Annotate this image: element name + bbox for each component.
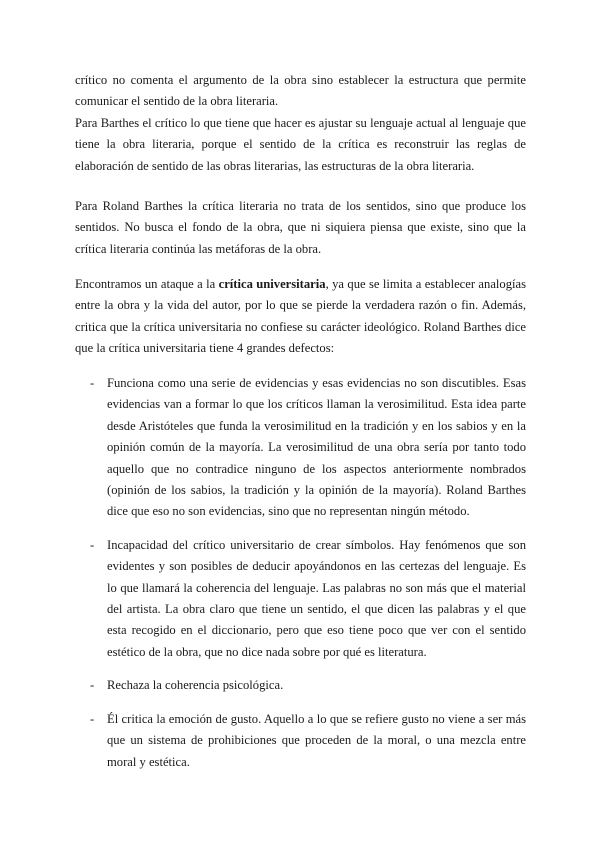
list-item bbox=[90, 675, 526, 696]
paragraph-3-rest: , ya que se limita a establecer analogías entre la obra y la vida del autor, por lo que se pierde la verdadera razón o fin. Además, critica que la crítica universitaria no confiese su carácter ideológico. Roland Barthes dice que la crítica universitaria tiene 4 grandes defectos: bbox=[75, 277, 526, 356]
paragraph-3-text bbox=[75, 274, 526, 360]
paragraph-1-continuation: crítico no comenta el argumento de la obra sino establecer la estructura que permite comunicar el sentido de la obra literaria. bbox=[75, 73, 526, 109]
list-item-text: Él critica la emoción de gusto. Aquello a lo que se refiere gusto no viene a ser más que un sistema de prohibiciones que proceden de la moral, o una mezcla entre moral y estética. bbox=[107, 711, 526, 769]
critica-universitaria-bold: crítica universitaria bbox=[218, 277, 326, 291]
paragraph-2-text: Para Roland Barthes la crítica literaria no trata de los sentidos, sino que produce los sentidos. No busca el fondo de la obra, que ni siquiera piensa que existe, sino que la crítica literaria continúa las metáforas de la obra. bbox=[75, 199, 526, 256]
paragraph-2 bbox=[75, 196, 526, 260]
list-item-text: Incapacidad del crítico universitario de crear símbolos. Hay fenómenos que son evidentes y son posibles de deducir apoyándonos en las certezas del lenguaje. Es lo que llamará la coherencia del lenguaje. Las palabras no son más que el material del artista. La obra claro que tiene un sentido, el que dicen las palabras y el que esta recogido en el diccionario, pero que eso tiene poco que ver con el sentido estético de la obra, que no dice nada sobre por qué es literatura. bbox=[107, 537, 526, 659]
list-bullet: - bbox=[90, 376, 95, 390]
list-bullet: - bbox=[90, 711, 95, 726]
paragraph-3-intro: Encontramos un ataque a la bbox=[75, 277, 219, 291]
paragraph-3 bbox=[75, 274, 526, 360]
paragraph-1-barthes: Para Barthes el crítico lo que tiene que hacer es ajustar su lenguaje actual al lenguaje que tiene la obra literaria, porque el sentido de la crítica es reconstruir las reglas de elaboración de sentido de las obras literarias, las estructuras de la obra literaria. bbox=[75, 115, 526, 173]
list-item bbox=[90, 709, 526, 773]
list-bullet: - bbox=[90, 678, 95, 693]
paragraph-1 bbox=[75, 70, 526, 177]
list-item-text: Rechaza la coherencia psicológica. bbox=[107, 678, 284, 693]
list-item-text: Funciona como una serie de evidencias y esas evidencias no son discutibles. Esas evidencias van a formar lo que los críticos llaman la verosimilitud. Esta idea parte desde Aristóteles que funda la verosimilitud en la tradición y en los sabios y en la opinión común de la mayoría. La verosimilitud de una obra sería por tanto todo aquello que no contradice ninguno de los aspectos anteriormente nombrados (opinión de los sabios, la tradición y la opinión de la mayoría). Roland Barthes dice que eso no son evidencias, sino que no representan ningún método. bbox=[107, 376, 526, 519]
list-item bbox=[90, 535, 526, 663]
list-bullet: - bbox=[90, 537, 95, 552]
defects-list bbox=[90, 373, 526, 773]
list-item bbox=[90, 373, 526, 523]
